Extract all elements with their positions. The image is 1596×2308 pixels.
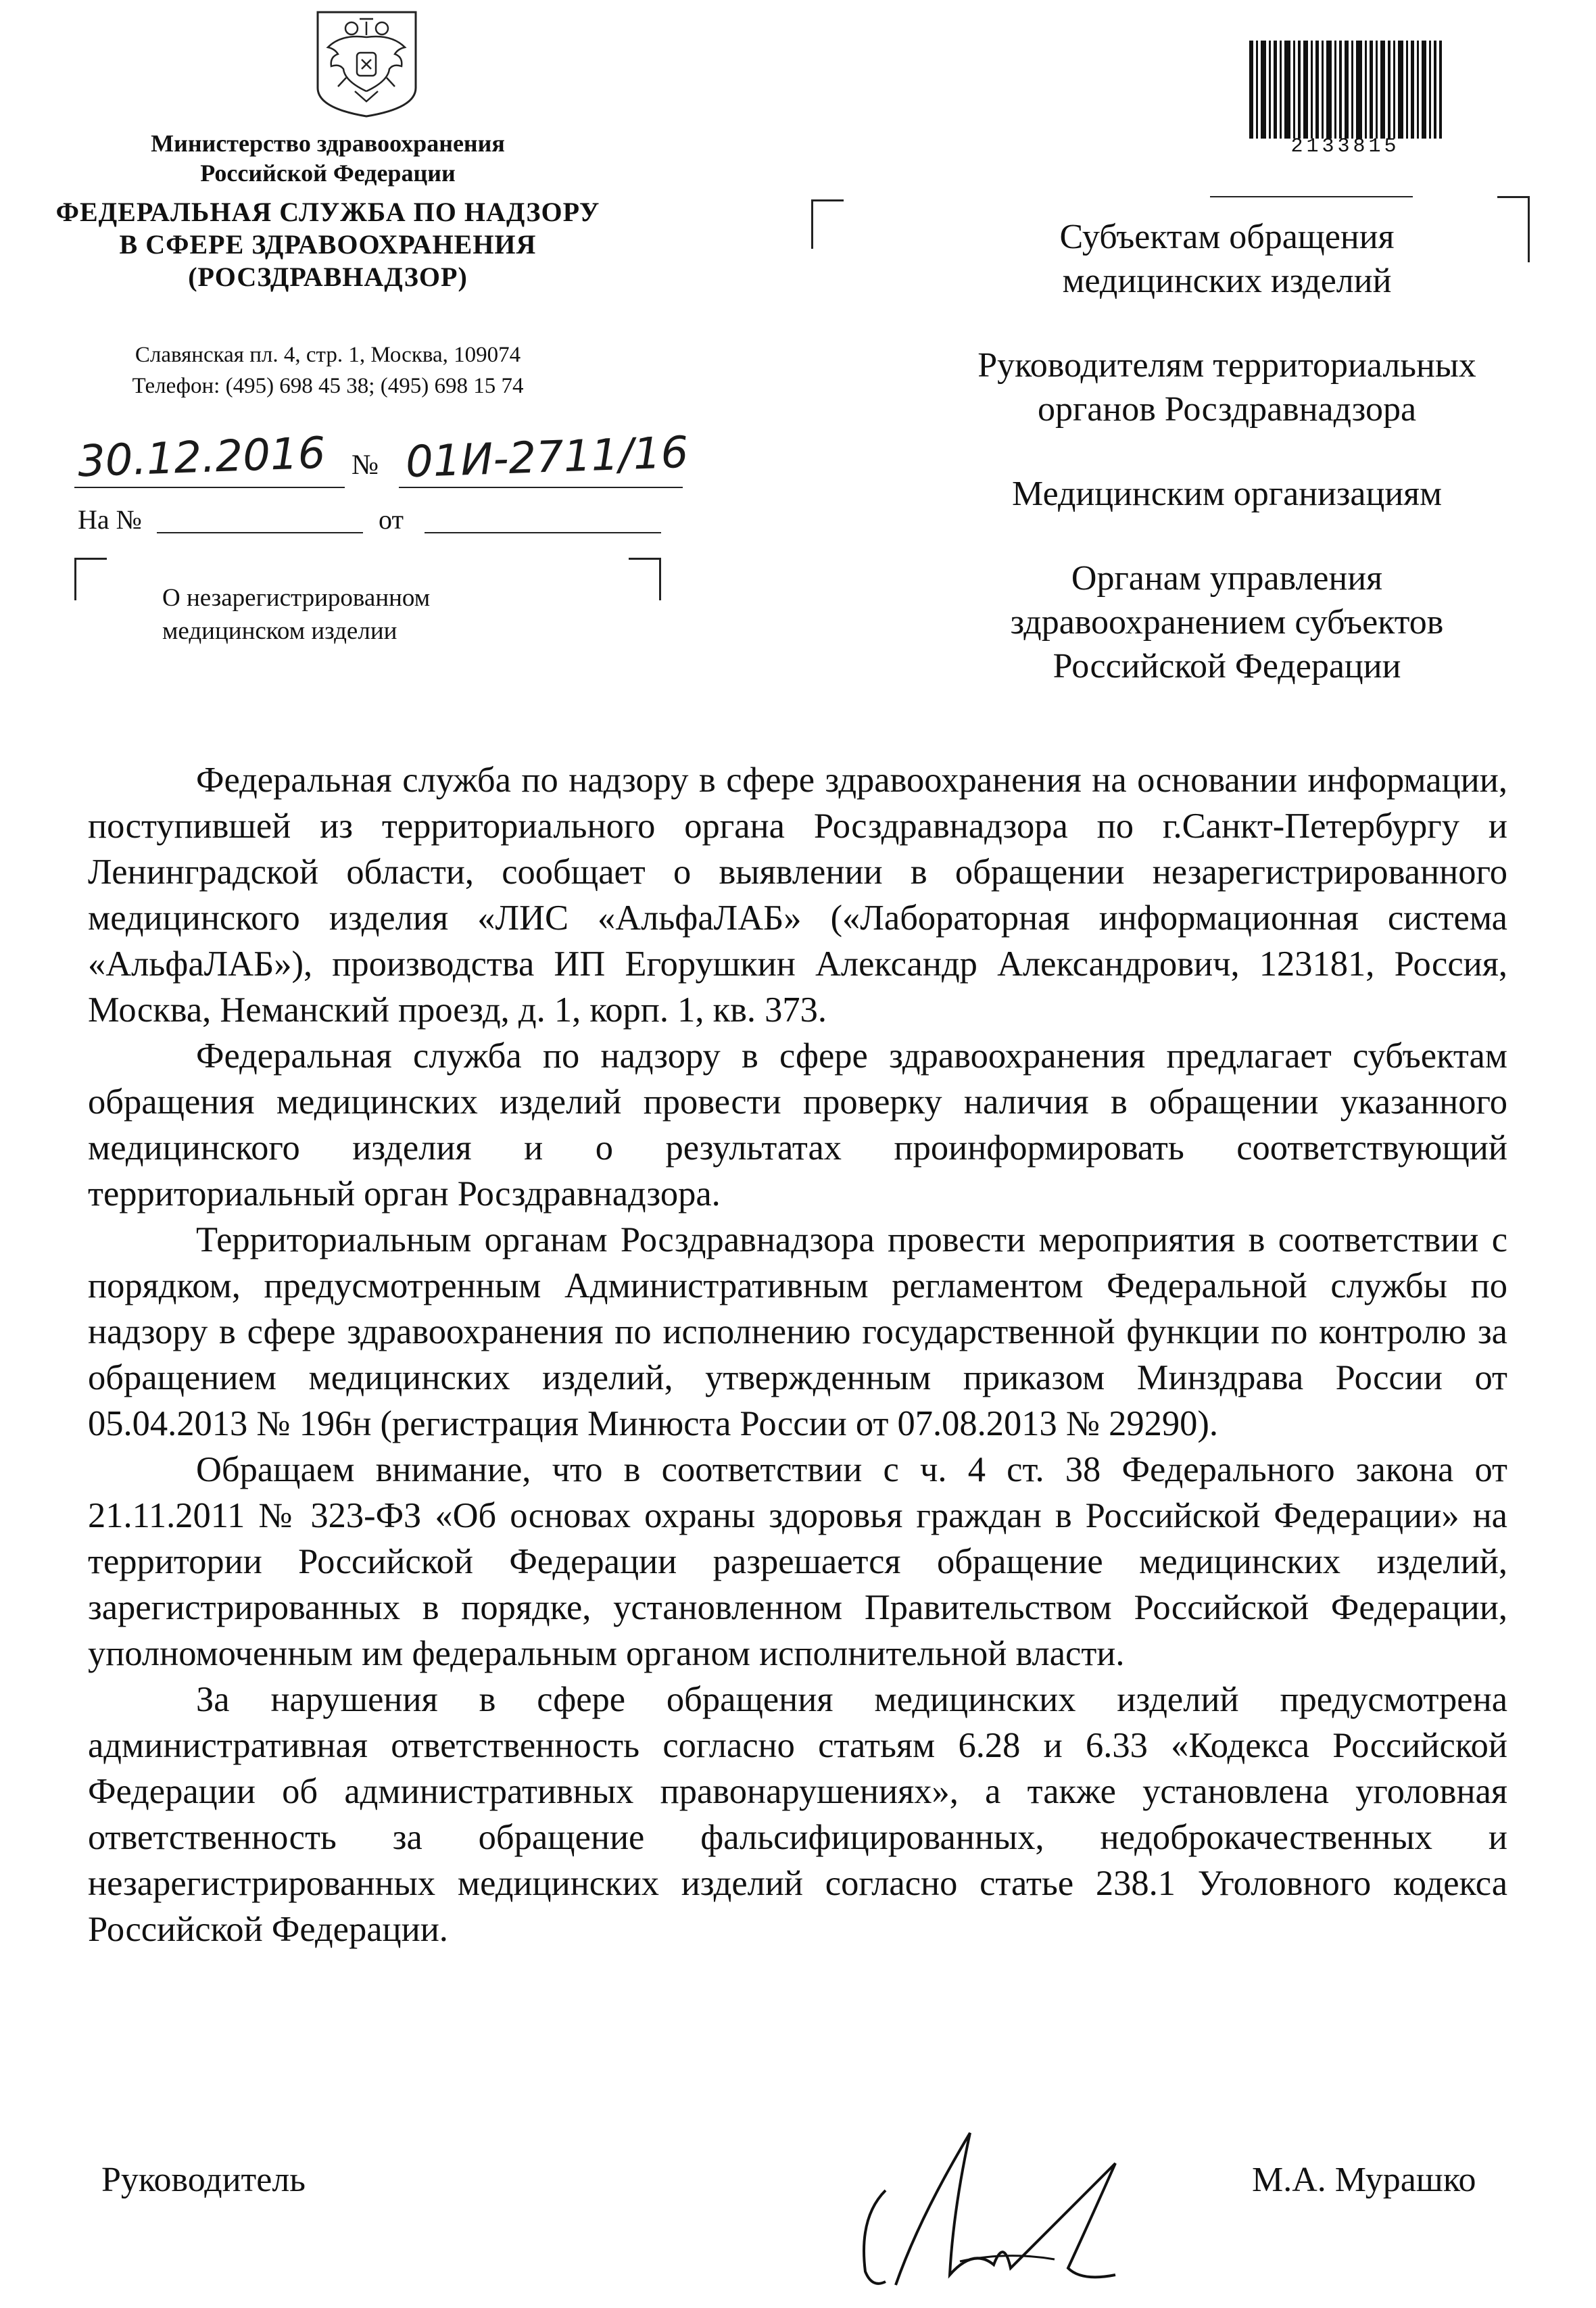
signature-icon <box>831 2116 1183 2299</box>
number-underline <box>399 487 683 488</box>
addressee: Медицинским организациям <box>1012 475 1442 513</box>
address: Славянская пл. 4, стр. 1, Москва, 109074 <box>135 343 521 367</box>
date-underline <box>74 487 345 488</box>
barcode-number: 2133815 <box>1290 135 1400 158</box>
subject-bracket-right <box>629 558 661 600</box>
reply-label: На № <box>78 504 142 535</box>
paragraph: Федеральная служба по надзору в сфере здравоохранения предлагает субъектам обращения медицинских изделий провести проверку наличия в обращении указанного медицинского изделия и о результатах проинформировать соответствующий территориальный орган Росздравнадзора. <box>88 1036 1507 1213</box>
number-label: № <box>352 450 379 481</box>
addressee: Руководителям территориальных органов Росздравнадзора <box>977 346 1476 429</box>
phone: Телефон: (495) 698 45 38; (495) 698 15 74 <box>132 374 524 398</box>
ministry-name: Министерство здравоохранения Российской Федерации <box>151 130 505 187</box>
service-name: ФЕДЕРАЛЬНАЯ СЛУЖБА ПО НАДЗОРУ В СФЕРЕ ЗДРАВООХРАНЕНИЯ (РОСЗДРАВНАДЗОР) <box>55 197 600 292</box>
registration-date: 30.12.2016 <box>76 428 327 487</box>
paragraph: Обращаем внимание, что в соответствии с ч. 4 ст. 38 Федерального закона от 21.11.2011 № 323-ФЗ «Об основах охраны здоровья граждан в Российской Федерации» на территории Российской Федерации разрешается обращение медицинских изделий, зарегистрированных в порядке, установленном Правительством Российской Федерации, уполномоченным им федеральным органом исполнительной власти. <box>88 1450 1507 1673</box>
barcode-icon <box>1249 41 1442 139</box>
from-label: от <box>379 504 404 535</box>
addressee-list <box>879 215 1575 729</box>
coat-of-arms-icon <box>304 7 429 118</box>
paragraph: Федеральная служба по надзору в сфере здравоохранения на основании информации, поступившей из территориального органа Росздравнадзора по г.Санкт-Петербургу и Ленинградской области, сообщает о выявлении в обращении незарегистрированного медицинского изделия «ЛИС «АльфаЛАБ» («Лабораторная информационная система «АльфаЛАБ»), производства ИП Егорушкин Александр Александрович, 123181, Россия, Москва, Неманский проезд, д. 1, корп. 1, кв. 373. <box>88 761 1507 1030</box>
signatory-name: М.А. Мурашко <box>1252 2161 1476 2199</box>
reply-number-line <box>157 532 363 533</box>
addressee-bracket-left <box>811 199 844 249</box>
addressee: Органам управления здравоохранением субъектов Российской Федерации <box>1010 559 1444 686</box>
signatory-role: Руководитель <box>101 2161 306 2199</box>
subject-bracket-left <box>74 558 107 600</box>
addressee: Субъектам обращения медицинских изделий <box>1059 218 1395 300</box>
paragraph: За нарушения в сфере обращения медицинских изделий предусмотрена административная ответственность согласно статьям 6.28 и 6.33 «Кодекса Российской Федерации об административных правонарушениях», а также установлена уголовная ответственность за обращение фальсифицированных, недоброкачественных и незарегистрированных медицинских изделий согласно статье 238.1 Уголовного кодекса Российской Федерации. <box>88 1680 1507 1949</box>
from-date-line <box>425 532 661 533</box>
addressee-top-line <box>1210 196 1413 197</box>
registration-number: 01И-2711/16 <box>404 427 690 488</box>
subject: О незарегистрированном медицинском изделии <box>162 584 431 645</box>
letter-body <box>88 757 1507 1952</box>
contact-block <box>14 339 642 402</box>
paragraph: Территориальным органам Росздравнадзора провести мероприятия в соответствии с порядком, предусмотренным Административным регламентом Федеральной службы по надзору в сфере здравоохранения по исполнению государственной функции по контролю за обращением медицинских изделий, утвержденным приказом Минздрава России от 05.04.2013 № 196н (регистрация Минюста России от 07.08.2013 № 29290). <box>88 1220 1507 1443</box>
